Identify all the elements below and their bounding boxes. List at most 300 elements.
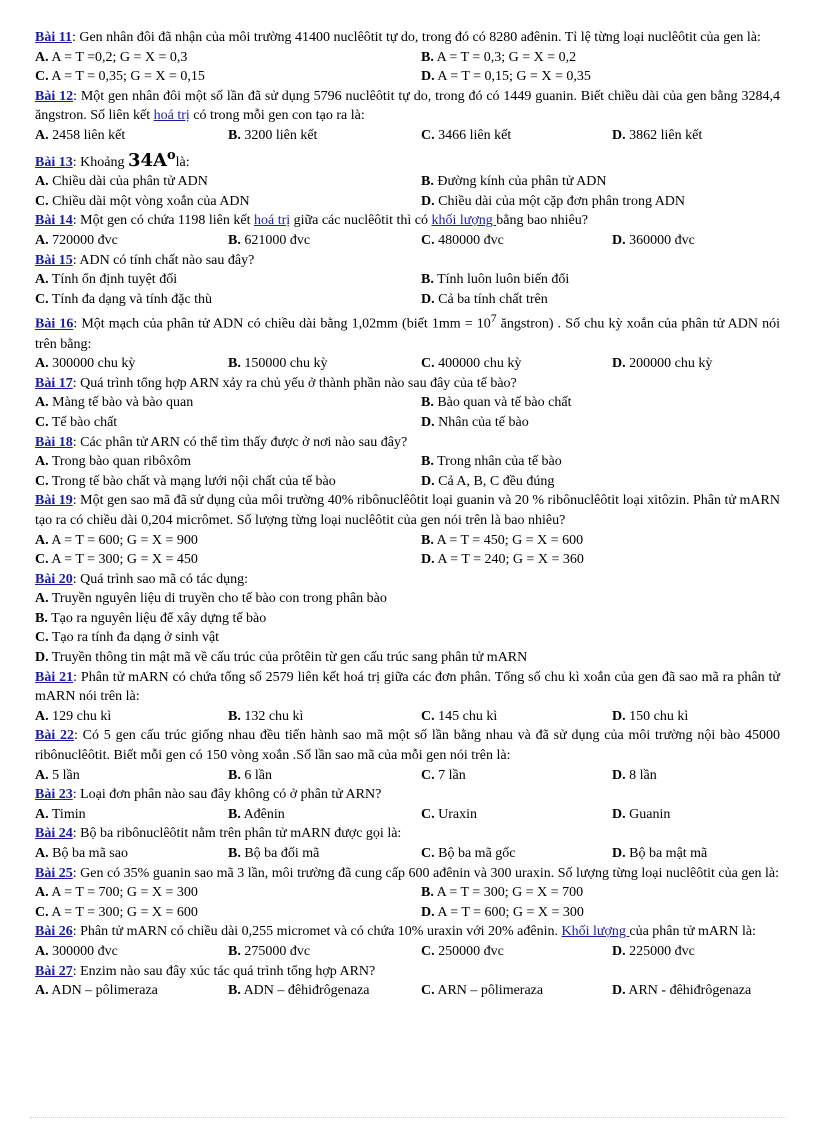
option-letter: B.	[228, 983, 241, 999]
option-letter: A.	[35, 232, 49, 248]
option-text: Tạo ra nguyên liệu để xây dựng tế bào	[47, 610, 267, 626]
answer-option[interactable]	[421, 981, 612, 1001]
option-letter: C.	[421, 767, 435, 783]
question-stem	[35, 491, 780, 530]
page-bottom-divider	[30, 1117, 786, 1118]
option-text: A = T = 300; G = X = 600	[48, 904, 198, 920]
question-stem	[35, 570, 780, 590]
answer-option[interactable]	[421, 354, 612, 374]
question-stem	[35, 785, 780, 805]
option-text: 145 chu kì	[434, 708, 498, 724]
option-letter: D.	[421, 473, 435, 489]
option-text: 3200 liên kết	[240, 127, 318, 143]
option-text: Tính đa dạng và tính đặc thù	[48, 291, 213, 307]
option-letter: A.	[35, 983, 49, 999]
option-letter: B.	[228, 767, 241, 783]
answer-options	[35, 48, 780, 87]
question-block	[35, 146, 780, 212]
question-block	[35, 87, 780, 146]
option-letter: C.	[35, 414, 49, 430]
option-letter: B.	[421, 532, 434, 548]
stem-text: : Có 5 gen cấu trúc giống nhau đều tiến hành sao mã một số lần bằng nhau và đã sử dụng của môi trường nội bào 45000 ribônuclêôtit. Biết mỗi gen có 150 vòng xoắn .Số lần sao mã của mỗi gen nói trên là:	[35, 728, 780, 764]
question-sheet	[35, 28, 780, 1001]
answer-option[interactable]	[421, 231, 612, 251]
answer-option[interactable]	[228, 231, 421, 251]
option-text: A = T = 300; G = X = 700	[433, 885, 584, 901]
option-letter: B.	[228, 356, 241, 372]
answer-option[interactable]	[228, 126, 421, 146]
stem-text: : Một mạch của phân tử ADN có chiều dài bằng 1,02mm (biết 1mm = 10	[73, 316, 491, 332]
stem-text: : Loại đơn phân nào sau đây không có ở phân tử ARN?	[72, 787, 382, 803]
answer-options	[35, 354, 780, 374]
answer-option[interactable]	[421, 903, 780, 923]
question-block	[35, 28, 780, 87]
question-block	[35, 922, 780, 961]
question-stem	[35, 309, 780, 354]
option-letter: A.	[35, 806, 49, 822]
answer-option[interactable]	[35, 231, 228, 251]
answer-option[interactable]	[421, 472, 780, 492]
answer-option[interactable]	[612, 126, 780, 146]
answer-option[interactable]	[612, 844, 780, 864]
option-text: 360000 đvc	[625, 232, 695, 248]
option-text: Tính luôn luôn biến đổi	[433, 272, 570, 288]
question-stem	[35, 87, 780, 126]
option-text: Tế bào chất	[48, 414, 118, 430]
question-block	[35, 374, 780, 433]
answer-option[interactable]	[228, 844, 421, 864]
answer-option[interactable]	[35, 472, 421, 492]
option-text: 3466 liên kết	[434, 127, 512, 143]
question-block	[35, 570, 780, 668]
option-letter: B.	[421, 272, 434, 288]
answer-option[interactable]	[612, 942, 780, 962]
question-number-link[interactable]: Bài 25	[35, 865, 73, 881]
answer-options	[35, 981, 780, 1001]
answer-option[interactable]	[421, 707, 612, 727]
option-text: A = T = 240; G = X = 360	[434, 552, 584, 568]
answer-option[interactable]	[421, 126, 612, 146]
stem-text: : ADN có tính chất nào sau đây?	[72, 252, 255, 268]
stem-text: giữa các nuclêôtit thì có	[290, 213, 432, 229]
question-number-link[interactable]: Bài 15	[35, 252, 73, 268]
option-text: 2458 liên kết	[48, 127, 126, 143]
option-text: Uraxin	[434, 806, 478, 822]
question-stem	[35, 211, 780, 231]
option-text: 300000 chu kỳ	[48, 356, 136, 372]
answer-option[interactable]	[35, 531, 421, 551]
answer-options	[35, 172, 780, 211]
option-text: A = T = 0,35; G = X = 0,15	[48, 69, 205, 85]
answer-option[interactable]	[228, 766, 421, 786]
option-text: 5 lần	[48, 767, 80, 783]
option-letter: C.	[35, 473, 49, 489]
question-number-link[interactable]: Bài 18	[35, 434, 73, 450]
answer-option[interactable]	[421, 942, 612, 962]
option-text: Bào quan và tế bào chất	[433, 395, 572, 411]
option-letter: A.	[35, 127, 49, 143]
option-letter: A.	[35, 174, 49, 190]
option-letter: A.	[35, 591, 49, 607]
option-text: Bộ ba mã sao	[48, 846, 128, 861]
option-letter: A.	[35, 532, 49, 548]
answer-option[interactable]	[612, 354, 780, 374]
option-text: 225000 đvc	[625, 943, 695, 959]
answer-options	[35, 942, 780, 962]
option-text: 6 lần	[240, 767, 272, 783]
question-stem	[35, 146, 780, 173]
answer-option[interactable]	[228, 805, 421, 825]
option-text: ARN – pôlimeraza	[434, 983, 544, 999]
stem-text: : Bộ ba ribônuclêôtit nằm trên phân tử mARN được gọi là:	[72, 826, 402, 842]
question-block	[35, 211, 780, 250]
stem-text: : Một gen sao mã đã sử dụng của môi trường 40% ribônuclêôtit loại guanin và 20 % ribônuclêôtit loại xitôzin. Phân tử mARN tạo ra có chiều dài 0,204 micrômet. Số lượng từng loại nuclêôtit của gen nói trên là bao nhiêu?	[35, 493, 780, 528]
option-letter: B.	[228, 846, 241, 861]
question-block	[35, 251, 780, 310]
option-text: 150000 chu kỳ	[240, 356, 328, 372]
option-text: Bộ ba mật mã	[625, 846, 708, 861]
answer-options	[35, 452, 780, 491]
question-block	[35, 726, 780, 785]
question-number-link[interactable]: Bài 11	[35, 30, 72, 45]
answer-option[interactable]	[35, 609, 780, 629]
question-number-link[interactable]: Bài 26	[35, 924, 73, 940]
stem-text: : Phân tử mARN có chiều dài 0,255 micromet và có chứa 10% uraxin với 20% ađênin.	[72, 924, 562, 940]
option-letter: C.	[35, 630, 49, 646]
stem-text: của phân tử mARN là:	[629, 924, 756, 940]
question-block	[35, 668, 780, 727]
question-number-link[interactable]: Bài 17	[35, 375, 73, 391]
option-text: Trong bào quan ribôxôm	[48, 454, 191, 470]
answer-option[interactable]	[35, 126, 228, 146]
option-text: Nhân của tế bào	[434, 414, 529, 430]
stem-text: : Quá trình tổng hợp ARN xảy ra chủ yếu ở thành phần nào sau đây của tế bào?	[72, 375, 517, 391]
answer-option[interactable]	[421, 805, 612, 825]
option-text: 7 lần	[434, 767, 466, 783]
answer-option[interactable]	[35, 981, 228, 1001]
question-number-link[interactable]: Bài 12	[35, 88, 74, 104]
answer-option[interactable]	[228, 354, 421, 374]
answer-options	[35, 231, 780, 251]
option-text: Chiều dài của một cặp đơn phân trong ADN	[434, 193, 686, 209]
question-number-link[interactable]: Bài 22	[35, 728, 75, 744]
option-letter: D.	[421, 904, 435, 920]
option-text: A = T = 450; G = X = 600	[433, 532, 584, 548]
option-letter: D.	[612, 708, 626, 724]
option-letter: B.	[421, 454, 434, 470]
option-text: A = T =0,2; G = X = 0,3	[48, 49, 188, 65]
option-letter: D.	[421, 69, 435, 85]
option-text: A = T = 600; G = X = 900	[48, 532, 198, 548]
answer-option[interactable]	[35, 290, 421, 310]
option-text: 129 chu kì	[48, 708, 112, 724]
answer-option[interactable]	[612, 707, 780, 727]
question-stem	[35, 726, 780, 765]
option-letter: C.	[35, 291, 49, 307]
question-stem	[35, 251, 780, 271]
answer-option[interactable]	[421, 393, 780, 413]
superscript: 7	[490, 312, 497, 326]
option-letter: D.	[421, 414, 435, 430]
option-letter: A.	[35, 356, 49, 372]
answer-option[interactable]	[421, 290, 780, 310]
question-block	[35, 864, 780, 923]
option-letter: A.	[35, 395, 49, 411]
stem-text: : Khoảng	[72, 154, 128, 170]
stem-text: ăngstron) . Số chu kỳ xoắn của phân tử ADN nói trên bằng:	[35, 316, 780, 352]
answer-options	[35, 766, 780, 786]
option-letter: D.	[612, 983, 626, 999]
answer-option[interactable]	[421, 172, 780, 192]
stem-text: : Một gen nhân đôi một số lần đã sử dụng 5796 nuclêôtit tự do, trong đó có 1449 guanin. Biết chiều dài của gen bằng 3284,4 ăngstron. Số liên kết	[35, 88, 780, 124]
answer-options	[35, 270, 780, 309]
answer-option[interactable]	[35, 942, 228, 962]
option-text: A = T = 0,3; G = X = 0,2	[433, 49, 577, 65]
term-link[interactable]: hoá trị	[253, 213, 291, 229]
question-number-link[interactable]: Bài 23	[35, 787, 73, 803]
option-letter: C.	[35, 552, 49, 568]
question-block	[35, 433, 780, 492]
option-letter: C.	[421, 356, 435, 372]
option-text: 400000 chu kỳ	[434, 356, 522, 372]
answer-option[interactable]	[35, 452, 421, 472]
question-number-link[interactable]: Bài 13	[35, 154, 73, 170]
option-text: 275000 đvc	[240, 943, 311, 959]
option-text: 132 chu kì	[240, 708, 304, 724]
option-text: ADN – pôlimeraza	[48, 983, 158, 999]
question-number-link[interactable]: Bài 20	[35, 571, 73, 587]
option-letter: C.	[421, 983, 435, 999]
option-letter: D.	[35, 650, 49, 666]
answer-option[interactable]	[421, 48, 780, 68]
option-text: A = T = 700; G = X = 300	[48, 885, 198, 901]
option-text: Cả ba tính chất trên	[434, 291, 548, 307]
term-link[interactable]: hoá trị	[153, 108, 190, 124]
option-text: Truyền nguyên liệu di truyền cho tế bào con trong phân bào	[48, 591, 387, 607]
question-stem	[35, 28, 780, 48]
option-letter: C.	[421, 943, 435, 959]
option-letter: D.	[612, 232, 626, 248]
option-letter: C.	[35, 69, 49, 85]
option-text: 720000 đvc	[48, 232, 118, 248]
angstrom-degree: o	[166, 147, 176, 163]
question-stem	[35, 374, 780, 394]
answer-option[interactable]	[35, 67, 421, 87]
option-letter: C.	[35, 904, 49, 920]
stem-text: bằng bao nhiêu?	[496, 213, 588, 229]
answer-option[interactable]	[35, 766, 228, 786]
option-text: A = T = 300; G = X = 450	[48, 552, 198, 568]
question-stem	[35, 668, 780, 707]
answer-options	[35, 531, 780, 570]
option-text: Truyền thông tin mật mã về cấu trúc của prôtêin từ gen cấu trúc sang phân tử mARN	[48, 650, 528, 666]
answer-option[interactable]	[35, 844, 228, 864]
question-block	[35, 962, 780, 1001]
option-letter: C.	[421, 806, 435, 822]
question-stem	[35, 922, 780, 942]
option-text: 480000 đvc	[434, 232, 504, 248]
option-letter: D.	[612, 127, 626, 143]
option-text: Màng tế bào và bào quan	[48, 395, 194, 411]
answer-option[interactable]	[35, 903, 421, 923]
option-text: Chiều dài một vòng xoắn của ADN	[48, 193, 250, 209]
option-text: Chiều dài của phân tử ADN	[48, 174, 208, 190]
answer-options	[35, 883, 780, 922]
stem-text: có trong mỗi gen con tạo ra là:	[189, 108, 365, 124]
answer-option[interactable]	[35, 270, 421, 290]
option-letter: B.	[421, 885, 434, 901]
option-letter: B.	[421, 49, 434, 65]
angstrom-number: 34A	[127, 149, 167, 171]
option-letter: D.	[612, 767, 626, 783]
answer-option[interactable]	[421, 192, 780, 212]
answer-option[interactable]	[35, 648, 780, 668]
option-text: Tính ổn định tuyệt đối	[48, 272, 178, 288]
answer-option[interactable]	[35, 413, 421, 433]
answer-option[interactable]	[612, 805, 780, 825]
answer-option[interactable]	[421, 413, 780, 433]
stem-text: : Phân tử mARN có chứa tổng số 2579 liên kết hoá trị giữa các đơn phân. Tổng số chu kì xoắn của gen đã sao mã ra phân tử mARN nói trên là:	[35, 669, 780, 705]
question-block	[35, 824, 780, 863]
option-letter: C.	[421, 232, 435, 248]
option-text: 300000 đvc	[48, 943, 118, 959]
option-letter: B.	[228, 232, 241, 248]
answer-option[interactable]	[35, 393, 421, 413]
option-text: 3862 liên kết	[625, 127, 703, 143]
answer-option[interactable]	[35, 48, 421, 68]
stem-text: : Các phân tử ARN có thể tìm thấy được ở nơi nào sau đây?	[72, 434, 408, 450]
option-text: 8 lần	[625, 767, 657, 783]
option-text: 150 chu kì	[625, 708, 689, 724]
question-number-link[interactable]: Bài 14	[35, 213, 73, 229]
option-letter: D.	[421, 193, 435, 209]
question-stem	[35, 864, 780, 884]
answer-option[interactable]	[228, 942, 421, 962]
answer-option[interactable]	[35, 707, 228, 727]
question-number-link[interactable]: Bài 27	[35, 963, 73, 979]
answer-option[interactable]	[228, 707, 421, 727]
option-letter: A.	[35, 767, 49, 783]
option-letter: C.	[421, 708, 435, 724]
option-text: Trong nhân của tế bào	[433, 454, 562, 470]
answer-option[interactable]	[612, 981, 780, 1001]
stem-text: : Một gen có chứa 1198 liên kết	[72, 213, 254, 229]
answer-options	[35, 707, 780, 727]
answer-option[interactable]	[612, 766, 780, 786]
option-letter: A.	[35, 846, 49, 861]
answer-options	[35, 805, 780, 825]
answer-option[interactable]	[35, 628, 780, 648]
option-text: Guanin	[625, 806, 671, 822]
stem-text: : Gen có 35% guanin sao mã 3 lần, môi trường đã cung cấp 600 ađênin và 300 uraxin. Số lượng từng loại nuclêôtit của gen là:	[72, 865, 780, 881]
question-number-link[interactable]: Bài 16	[35, 316, 74, 332]
answer-options	[35, 844, 780, 864]
answer-option[interactable]	[421, 883, 780, 903]
stem-text: : Enzim nào sau đây xúc tác quá trình tổng hợp ARN?	[72, 963, 376, 979]
answer-option[interactable]	[421, 844, 612, 864]
question-stem	[35, 433, 780, 453]
option-letter: D.	[612, 806, 626, 822]
option-letter: C.	[421, 127, 435, 143]
option-text: Timin	[48, 806, 86, 822]
question-block	[35, 785, 780, 824]
option-letter: B.	[228, 806, 241, 822]
option-text: Tạo ra tính đa dạng ở sinh vật	[48, 630, 220, 646]
stem-text: là:	[175, 154, 190, 170]
answer-option[interactable]	[35, 550, 421, 570]
option-letter: D.	[421, 552, 435, 568]
option-text: Ađênin	[240, 806, 285, 822]
answer-option[interactable]	[421, 766, 612, 786]
question-stem	[35, 824, 780, 844]
option-text: Đường kính của phân tử ADN	[433, 174, 607, 190]
option-letter: C.	[35, 193, 49, 209]
option-letter: D.	[612, 356, 626, 372]
question-number-link[interactable]: Bài 19	[35, 493, 73, 509]
question-block	[35, 491, 780, 569]
answer-option[interactable]	[421, 550, 780, 570]
option-letter: B.	[228, 127, 241, 143]
question-block	[35, 309, 780, 373]
option-text: 250000 đvc	[434, 943, 504, 959]
option-letter: A.	[35, 272, 49, 288]
option-letter: A.	[35, 49, 49, 65]
question-number-link[interactable]: Bài 21	[35, 669, 74, 685]
answer-option[interactable]	[421, 67, 780, 87]
answer-option[interactable]	[35, 192, 421, 212]
option-letter: A.	[35, 943, 49, 959]
answer-option[interactable]	[421, 452, 780, 472]
stem-text: : Gen nhân đôi đã nhận của môi trường 41400 nuclêôtit tự do, trong đó có 8280 ađênin. Tỉ lệ từng loại nuclêôtit của gen là:	[71, 30, 761, 45]
option-letter: D.	[612, 943, 626, 959]
option-letter: B.	[421, 174, 434, 190]
answer-option[interactable]	[612, 231, 780, 251]
answer-option[interactable]	[421, 531, 780, 551]
option-letter: B.	[421, 395, 434, 411]
option-text: A = T = 600; G = X = 300	[434, 904, 584, 920]
option-text: 621000 đvc	[240, 232, 311, 248]
option-text: Bộ ba đối mã	[240, 846, 320, 861]
option-letter: B.	[35, 610, 48, 626]
option-text: 200000 chu kỳ	[625, 356, 713, 372]
option-letter: D.	[612, 846, 626, 861]
option-letter: C.	[421, 846, 435, 861]
term-link[interactable]: Khối lượng	[561, 924, 630, 940]
answer-option[interactable]	[35, 354, 228, 374]
option-letter: B.	[228, 943, 241, 959]
option-text: A = T = 0,15; G = X = 0,35	[434, 69, 591, 85]
option-text: Trong tế bào chất và mạng lưới nội chất của tế bào	[48, 473, 336, 489]
answer-option[interactable]	[228, 981, 421, 1001]
question-number-link[interactable]: Bài 24	[35, 826, 73, 842]
answer-options	[35, 126, 780, 146]
answer-option[interactable]	[35, 172, 421, 192]
option-text: ARN - đêhiđrôgenaza	[625, 983, 752, 999]
answer-option[interactable]	[421, 270, 780, 290]
stem-text: : Quá trình sao mã có tác dụng:	[72, 571, 249, 587]
option-letter: B.	[228, 708, 241, 724]
angstrom-value	[127, 147, 176, 171]
option-letter: D.	[421, 291, 435, 307]
answer-option[interactable]	[35, 883, 421, 903]
term-link[interactable]: khối lượng	[431, 213, 497, 229]
option-letter: A.	[35, 885, 49, 901]
answer-option[interactable]	[35, 589, 780, 609]
option-text: Cả A, B, C đều đúng	[434, 473, 555, 489]
answer-option[interactable]	[35, 805, 228, 825]
answer-options	[35, 589, 780, 667]
option-letter: A.	[35, 708, 49, 724]
